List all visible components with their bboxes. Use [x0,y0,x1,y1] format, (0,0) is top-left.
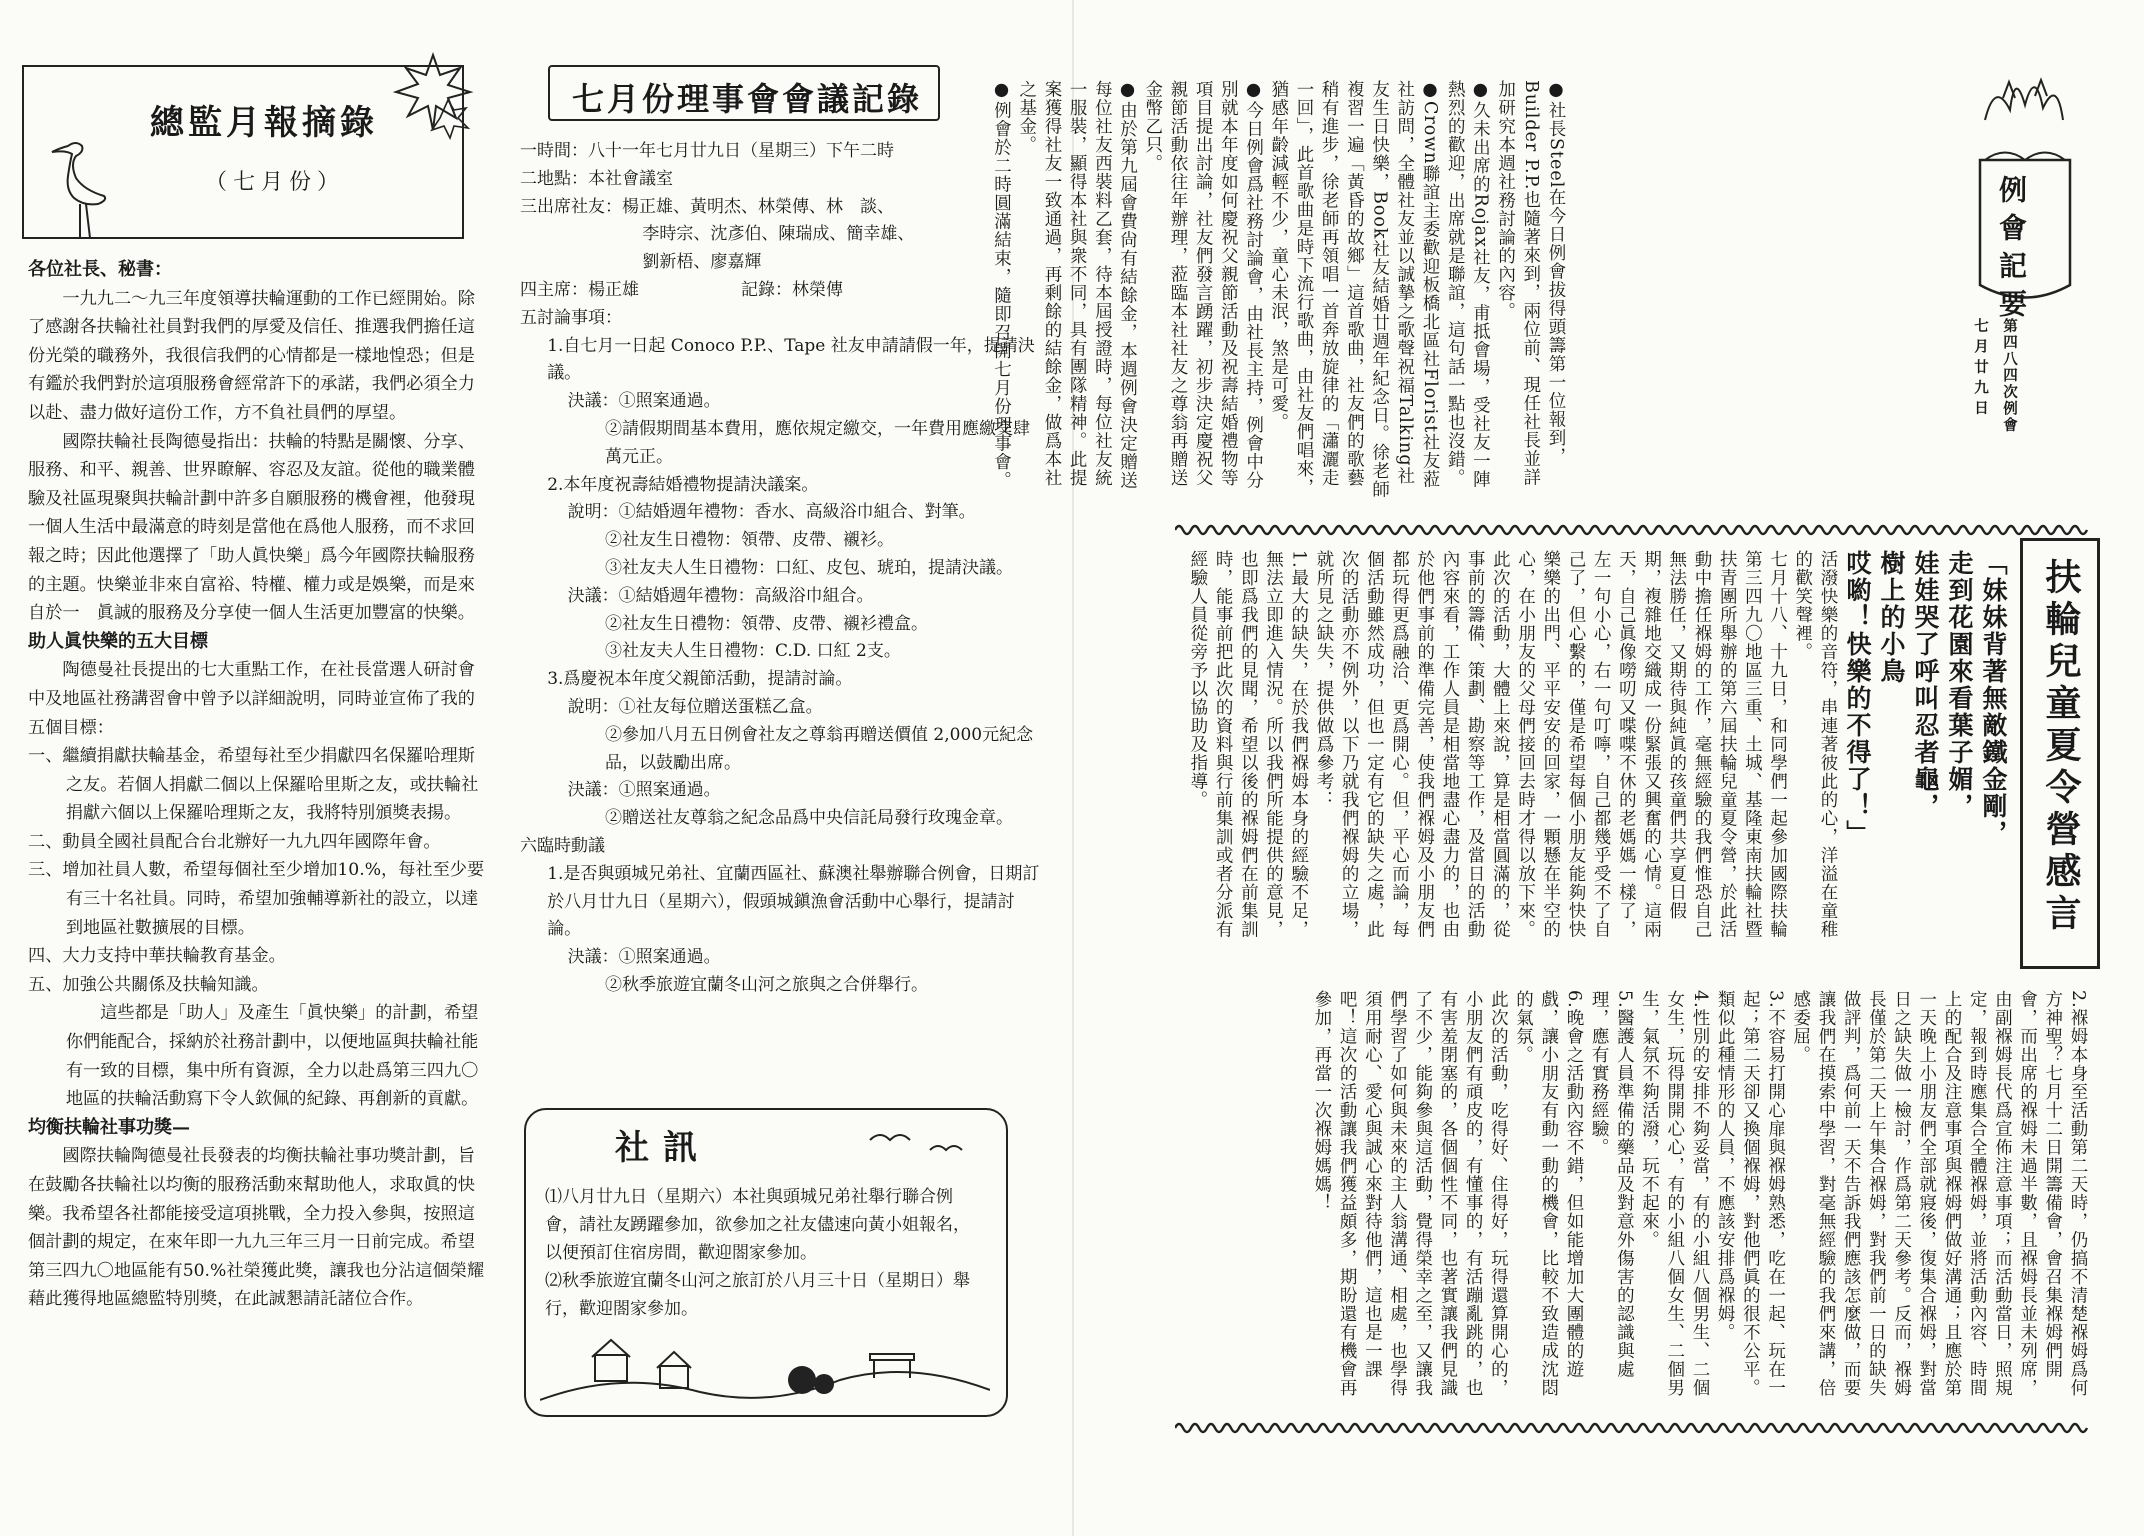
minutes-item: 2.本年度祝壽結婚禮物提請決議案。 [547,474,819,495]
minutes-attendees-2: 李時宗、沈彥伯、陳瑞成、簡幸雄、 [642,224,915,245]
minutes-resolution: 決議：①照案通過。 [567,947,721,968]
minutes-item: 1.自七月一日起 Conoco P.P.、Tape 社友申請請假一年，提請決議。 [547,335,1035,384]
goal-item: 三、增加社員人數，希望每個社至少增加10.%，每社至少要有三十名社員。同時，希望加強輔導新社的設立，以達到地區社數擴展的目標。 [28,860,485,938]
meeting-notes-body [991,80,1568,500]
minutes-chair: 四主席：楊正雄 記錄：林榮傳 [520,279,843,300]
goal-item: 五、加強公共關係及扶輪知識。 [28,974,269,995]
governor-report-body [28,256,488,1314]
camp-essay-part-2 [1185,990,2090,1405]
minutes-place: 二地點：本社會議室 [520,168,673,189]
minutes-description: 說明：①社友每位贈送蛋糕乙盒。 [567,696,823,717]
minutes-time: 一時間：八十一年七月廿九日（星期三）下午二時 [520,141,894,161]
governor-para-4: 這些都是「助人」及產生「眞快樂」的計劃，希望你們能配合，採納於社務計劃中，以便地區與扶輪社能有一致的目標，集中所有資源，全力以赴爲第三四九〇地區的扶輪活動寫下令人欽佩的紀錄、再創新的貢獻。 [65,1003,479,1110]
camp-paragraph: 七月十八、十九日，和同學們一起參加國際扶輪第三四九〇地區三重、土城、基隆東南扶輪社暨扶青團所舉辦的第六屆扶輪兒童夏令營，於此活動中擔任褓姆的工作，毫無經驗的我們惟恐自己無法勝任，又期待與純眞的孩童們共享夏日假期，複雜地交織成一份緊張又興奮的心情。這兩天，自己眞像嘮叨又喋喋不休的老媽媽一樣了，左一句小心，右一句叮嚀，自己都幾乎受不了自己了，但心繫的，僅是希望每個小朋友能夠快快樂樂的出門、平平安安的回家，一顆懸在半空的心，在小朋友的父母們接回去時才得以放下來。 [1515,550,1788,939]
meeting-note-item: ●久未出席的Rojax社友，甫抵會場，受社友一陣熱烈的歡迎，出席就是聯誼，這句話一點也沒錯。 [1445,80,1491,489]
governor-para-1: 一九九二～九三年度領導扶輪運動的工作已經開始。除了感謝各扶輪社社員對我們的厚愛及信任、推選我們擔任這份光榮的職務外，我很信我們的心情都是一樣地惶恐；但是有鑑於我們對於這項服務會經常許下的承諾，我們必須全力以赴、盡力做好這份工作，方不負社員們的厚望。 [28,288,475,423]
minutes-description: ②參加八月五日例會社友之尊翁再贈送價值 2,000元紀念品，以鼓勵出席。 [605,724,1034,773]
camp-paragraph: 3.不容易打開心扉與褓姆熟悉，吃在一起、玩在一起；第二天卻又換個褓姆，對他們眞的很不公平。類似此種情形的人員，不應該安排爲褓姆。 [1715,990,1786,1398]
minutes-resolution: ②贈送社友尊翁之紀念品爲中央信託局發行玫瑰金章。 [605,808,1013,829]
section-five-goals: 助人眞快樂的五大目標 [28,630,208,652]
minutes-adhoc-label: 六臨時動議 [520,835,605,856]
minutes-resolution: ②請假期間基本費用，應依規定繳交，一年費用應繳交肆萬元正。 [605,418,1030,467]
poem-line: 樹上的小鳥 [1877,550,1906,685]
meeting-note-item: ●由於第九屆會費尙有結餘金，本週例會決定贈送每位社友西裝料乙套，待本屆授證時，每位社友統一服裝，顯得本社與衆不同，具有團隊精神。此提案獲得社友一致通過，再剩餘的結餘金，做爲本社之基金。 [1016,80,1138,490]
minutes-items-label: 五討論事項： [520,307,622,328]
goal-item: 一、繼續捐獻扶輪基金，希望每社至少捐獻四名保羅哈理斯之友。若個人捐獻二個以上保羅哈里斯之友，或扶輪社捐獻六個以上保羅哈理斯之友，我將特別頒獎表揚。 [28,746,479,824]
camp-paragraph: 5.醫護人員準備的藥品及對意外傷害的認識與處理，應有實務經驗。 [1589,990,1635,1379]
birds-illustration [860,1120,980,1170]
poem-line: 哎喲！快樂的不得了！」 [1843,550,1872,847]
camp-paragraph: 4.性別的安排不夠妥當，有的小組八個男生、二個女生，玩得開開心心，有的小組八個女生、二個男生，氣氛不夠活潑，玩不起來。 [1639,990,1710,1398]
landscape-illustration [540,1330,990,1410]
governor-para-3: 陶德曼社長提出的七大重點工作，在社長當選人研討會中及地區社務講習會中曾予以詳細說明，同時並宣佈了我的五個目標： [28,660,475,738]
camp-poem [1840,550,2010,920]
meeting-note-item: ●社長Steel在今日例會拔得頭籌第一位報到，Builder P.P.也隨著來到，兩位前、現任社長並詳加研究本週社務討論的內容。 [1495,80,1566,487]
minutes-resolution: 決議：①結婚週年禮物：高級浴巾組合。 [567,585,874,606]
camp-paragraph: 6.晚會之活動內容不錯，但如能增加大團體的遊戲，讓小朋友有動一動的機會，比較不致造成沈悶的氣氛。 [1513,990,1584,1397]
camp-paragraph: 1.最大的缺失，在於我們褓姆本身的經驗不足，無法立即進入情況。所以我們所能提供的意見，也即爲我們的見聞，希望以後的褓姆們在前集訓時，能事前把此次的資料與行前集訓或者分派有經驗人員從旁予以協助及指導。 [1187,550,1309,939]
governor-report-subtitle: （七月份） [205,170,346,195]
camp-essay-part-1 [1185,550,1840,945]
meeting-note-item: ●例會於二時圓滿結束，隨即召開七月份理事會。 [991,80,1012,490]
governor-para-5: 國際扶輪陶德曼社長發表的均衡扶輪社事功獎計劃，旨在鼓勵各扶輪社以均衡的服務活動來幫助他人，求取眞的快樂。我希望各社都能接受這項挑戰，全力投入參與，按照這個計劃的規定，在來年即一九九三年三月一日前完成。希望第三四九〇地區能有50.%社榮獲此獎，讓我也分沾這個榮耀藉此獲得地區總監特別獎，在此誠懇請託諸位合作。 [28,1146,485,1310]
camp-paragraph: 此次的活動，吃得好、住得好，玩得還算開心的，小朋友們有頑皮的，有懂事的，有活蹦亂跳的，也有害羞閉塞的，各個個性不同，也著實讓我們見識了不少，能夠參與這活動，覺得榮幸之至，又讓我們學習了如何與未來的主人翁溝通、相處，也學得須用耐心、愛心與誠心來對待他們，這也是一課吧！這次的活動讓我們獲益頗多，期盼還有機會再參加，再當一次褓姆媽媽！ [1311,990,1509,1397]
minutes-description: ②社友生日禮物：領帶、皮帶、襯衫。 [605,530,894,551]
minutes-body [520,138,1040,1000]
meeting-date: 七月廿九日 [1972,318,1989,421]
minutes-resolution: 決議：①照案通過。 [567,391,721,412]
club-news-body [545,1183,985,1323]
minutes-resolution: ③社友夫人生日禮物：C.D. 口紅 2支。 [605,641,901,662]
camp-paragraph: 此次的活動，大體上來說，算是相當圓滿的，從事前的籌備、策劃、勘察等工作，及當日的活動內容來看，工作人員是相當地盡心盡力的，也由於他們事前的準備完善，使我們褓姆及小朋友們都玩得更爲融洽、更爲開心。但，平心而論，每個活動雖然成功，但也一定有它的缺失之處，此次的活動亦不例外，以下乃就我們褓姆的立場，就所見之缺失，提供做爲參考： [1313,550,1511,939]
section-balanced-award: 均衡扶輪社事功獎— [28,1116,190,1138]
meeting-notes-label: 例會記要 [1995,175,2028,327]
minutes-resolution: ②秋季旅遊宜蘭冬山河之旅與之合併舉行。 [605,974,928,995]
minutes-description: 說明：①結婚週年禮物：香水、高級浴巾組合、對筆。 [567,502,976,523]
minutes-title: 七月份理事會會議記錄 [572,80,923,118]
minutes-description: ③社友夫人生日禮物：口紅、皮包、琥珀，提請決議。 [605,557,1013,578]
poem-line: 「妹妹背著無敵鐵金剛， [1979,550,2008,847]
governor-para-2: 國際扶輪社長陶德曼指出：扶輪的特點是關懷、分享、服務、和平、親善、世界瞭解、容忍及友誼。從他的職業體驗及社區現聚與扶輪計劃中許多自願服務的機會裡，他發現一個人生活中最滿意的時刻是當他在爲他人服務，而不求回報之時；因此他選擇了「助人眞快樂」爲今年國際扶輪服務的主題。快樂並非來自富裕、特權、權力或是娛樂，而是來自於一 眞誠的服務及分享使一個人生活更加豐富的快樂。 [28,431,475,624]
camp-title: 扶輪兒童夏令營感言 [2040,558,2082,936]
salutation: 各位社長、秘書： [28,259,172,280]
camp-paragraph: 2.褓姆本身至活動第二天時，仍搞不清楚褓姆爲何方神聖？七月十二日開籌備會，會召集褓姆們開會，而出席的褓姆未過半數，且褓姆長並未列席，由副褓姆長代爲宣佈注意事項；而活動當日，照規定，報到時應集合全體褓姆，並將活動內容、時間上的配合及注意事項與褓姆們做好溝通；且應於第一天晚上小朋友們全部就寢後，復集合褓姆，對當日之缺失做一檢討，作爲第二天參考。反而，褓姆長僅於第二天上午集合褓姆，對我們前一日的缺失做評判，爲何前一天不告訴我們應該怎麼做，而要讓我們在摸索中學習，對毫無經驗的我們來講，倍感委屈。 [1790,990,2088,1398]
minutes-attendees: 三出席社友：楊正雄、黃明杰、林榮傳、林 談、 [520,196,894,217]
meeting-note-item: ●Crown聯誼主委歡迎板橋北區社Florist社友蒞社訪問，全體社友並以誠摯之歌聲祝福Talking社友生日快樂，Book社友結婚廿週年紀念日。徐老師複習一遍「黃昏的故鄉」這首歌曲，社友們的歌藝稍有進步，徐老師再領唱一首奔放旋律的「瀟灑走一回」，此首歌曲是時下流行歌曲，由社友們唱來，猶感年齡減輕不少，童心未泯，煞是可愛。 [1268,80,1440,499]
poem-line: 娃娃哭了呼叫忍者龜， [1911,550,1940,820]
heron-illustration [46,138,116,243]
meeting-note-item: ●今日例會爲社務討論會，由社長主持，例會中分別就本年度如何慶祝父親節活動及祝壽結婚禮物等項目提出討論，社友們發言踴躍，初步決定慶祝父親節活動依往年辦理，蒞臨本社社友之尊翁再贈送金幣乙只。 [1142,80,1264,490]
governor-report-title: 總監月報摘錄 [150,103,378,143]
goal-item: 二、動員全國社員配合台北辦好一九九四年國際年會。 [28,831,441,852]
poem-line: 走到花園來看葉子媚， [1945,550,1974,820]
minutes-item: 3.爲慶祝本年度父親節活動，提請討論。 [547,669,853,690]
wavy-divider [1175,522,2090,538]
club-news-title: 社訊 [615,1128,711,1168]
camp-paragraph: 活潑快樂的音符，串連著彼此的心，洋溢在童稚的歡笑聲裡。 [1792,550,1838,939]
meeting-number: 第四八四次例會 [2001,318,2018,434]
minutes-attendees-3: 劉新梧、廖嘉輝 [642,252,762,273]
minutes-resolution: 決議：①照案通過。 [567,780,721,801]
club-news-item: ⑵秋季旅遊宜蘭冬山河之旅訂於八月三十日（星期日）舉行，歡迎閤家參加。 [545,1271,970,1319]
club-news-item: ⑴八月廿九日（星期六）本社與頭城兄弟社舉行聯合例會，請社友踴躍參加，欲參加之社友儘速向黃小姐報名，以便預訂住宿房間，歡迎閤家參加。 [545,1187,970,1263]
minutes-resolution: ②社友生日禮物：領帶、皮帶、襯衫禮盒。 [605,613,928,634]
maple-leaves-illustration [388,50,478,140]
minutes-adhoc-item: 1.是否與頭城兄弟社、宜蘭西區社、蘇澳社舉辦聯合例會，日期訂於八月廿九日（星期六），假頭城鎭漁會活動中心舉行，提請討論。 [547,863,1040,940]
goal-item: 四、大力支持中華扶輪教育基金。 [28,946,286,967]
wavy-divider-bottom [1175,1420,2090,1436]
